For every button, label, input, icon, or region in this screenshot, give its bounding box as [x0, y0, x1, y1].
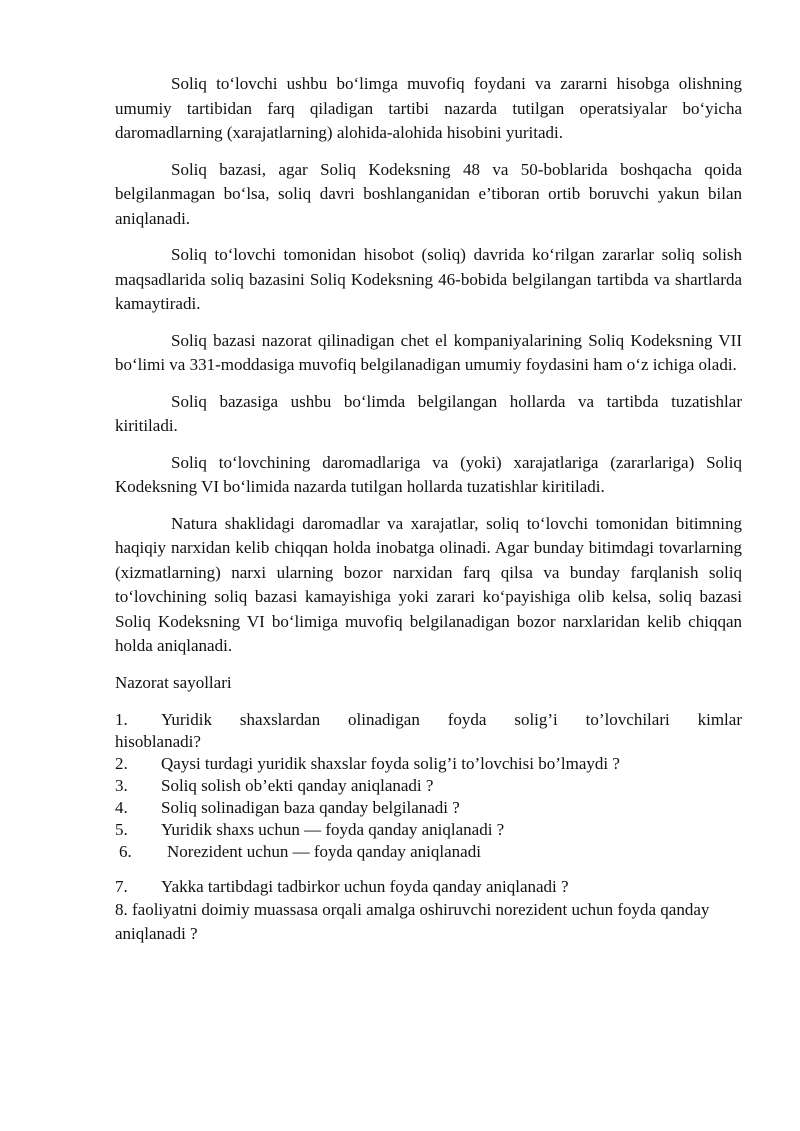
- question-text: Qaysi turdagi yuridik shaxslar foyda solig’i to’lovchisi bo’lmaydi ?: [161, 753, 620, 773]
- question-7: [115, 876, 742, 898]
- question-number: 3.: [115, 775, 128, 795]
- question-number: 2.: [115, 753, 128, 773]
- paragraph-4: Soliq bazasi nazorat qilinadigan chet el kompaniyalarining Soliq Kodeksning VII bo‘limi va 331-moddasiga muvofiq belgilanadigan umumiy foydasini ham o‘z ichiga oladi.: [115, 330, 742, 374]
- question-number: 5.: [115, 819, 128, 839]
- question-text: Yuridik shaxs uchun — foyda qanday aniqlanadi ?: [161, 819, 505, 839]
- question-number: 6.: [119, 841, 132, 861]
- paragraph-2: Soliq bazasi, agar Soliq Kodeksning 48 va 50-boblarida boshqacha qoida belgilanmagan bo‘lsa, soliq davri boshlanganidan e’tiboran ortib boruvchi yakun bilan aniqlanadi.: [115, 159, 742, 228]
- question-text: Soliq solish ob’ekti qanday aniqlanadi ?: [161, 775, 434, 795]
- document-page: [115, 72, 742, 946]
- question-text-continued: hisoblanadi?: [115, 731, 201, 751]
- question-text: Norezident uchun — foyda qanday aniqlanadi: [167, 841, 481, 861]
- paragraph-6: Soliq to‘lovchining daromadlariga va (yoki) xarajatlariga (zararlariga) Soliq Kodeksning VI bo‘limida nazarda tutilgan hollarda tuzatishlar kiritiladi.: [115, 452, 742, 496]
- question-8: 8. faoliyatni doimiy muassasa orqali amalga oshiruvchi norezident uchun foyda qanday aniqlanadi ?: [115, 899, 710, 943]
- question-text: Yakka tartibdagi tadbirkor uchun foyda qanday aniqlanadi ?: [161, 876, 569, 896]
- question-6: [115, 841, 742, 863]
- question-text: Yuridik shaxslardan olinadigan foyda solig’i to’lovchilari kimlar: [161, 709, 742, 729]
- question-number: 7.: [115, 876, 128, 896]
- paragraph-5: Soliq bazasiga ushbu bo‘limda belgilangan hollarda va tartibda tuzatishlar kiritiladi.: [115, 391, 742, 435]
- paragraph-7: Natura shaklidagi daromadlar va xarajatlar, soliq to‘lovchi tomonidan bitimning haqiqiy narxidan kelib chiqqan holda inobatga olinadi. Agar bunday bitimdagi tovarlarning (xizmatlarning) narxi ularning bozor narxidan farq qilsa va bunday farqlanish soliq to‘lovchining soliq bazasi kamayishiga yoki zarari ko‘payishiga olib kelsa, soliq bazasi Soliq Kodeksning VI bo‘limiga muvofiq belgilanadigan bozor narxlaridan kelib chiqqan holda aniqlanadi.: [115, 513, 742, 655]
- question-number: 1.: [115, 709, 128, 729]
- paragraph-1: Soliq to‘lovchi ushbu bo‘limga muvofiq foydani va zararni hisobga olishning umumiy tartibidan farq qiladigan tartibi nazarda tutilgan operatsiyalar bo‘yicha daromadlarning (xarajatlarning) alohida-alohida hisobini yuritadi.: [115, 74, 742, 142]
- question-2: [115, 753, 742, 775]
- questions-heading: Nazorat sayollari: [115, 672, 232, 692]
- question-3: [115, 775, 742, 797]
- question-1: [115, 709, 742, 753]
- paragraph-3: Soliq to‘lovchi tomonidan hisobot (soliq) davrida ko‘rilgan zararlar soliq solish maqsadlarida soliq bazasini Soliq Kodeksning 46-bobida belgilangan tartibda va shartlarda kamaytiradi.: [115, 245, 742, 313]
- question-text: Soliq solinadigan baza qanday belgilanadi ?: [161, 797, 460, 817]
- question-5: [115, 819, 742, 841]
- questions-list: [115, 709, 742, 946]
- question-number: 4.: [115, 797, 128, 817]
- question-4: [115, 797, 742, 819]
